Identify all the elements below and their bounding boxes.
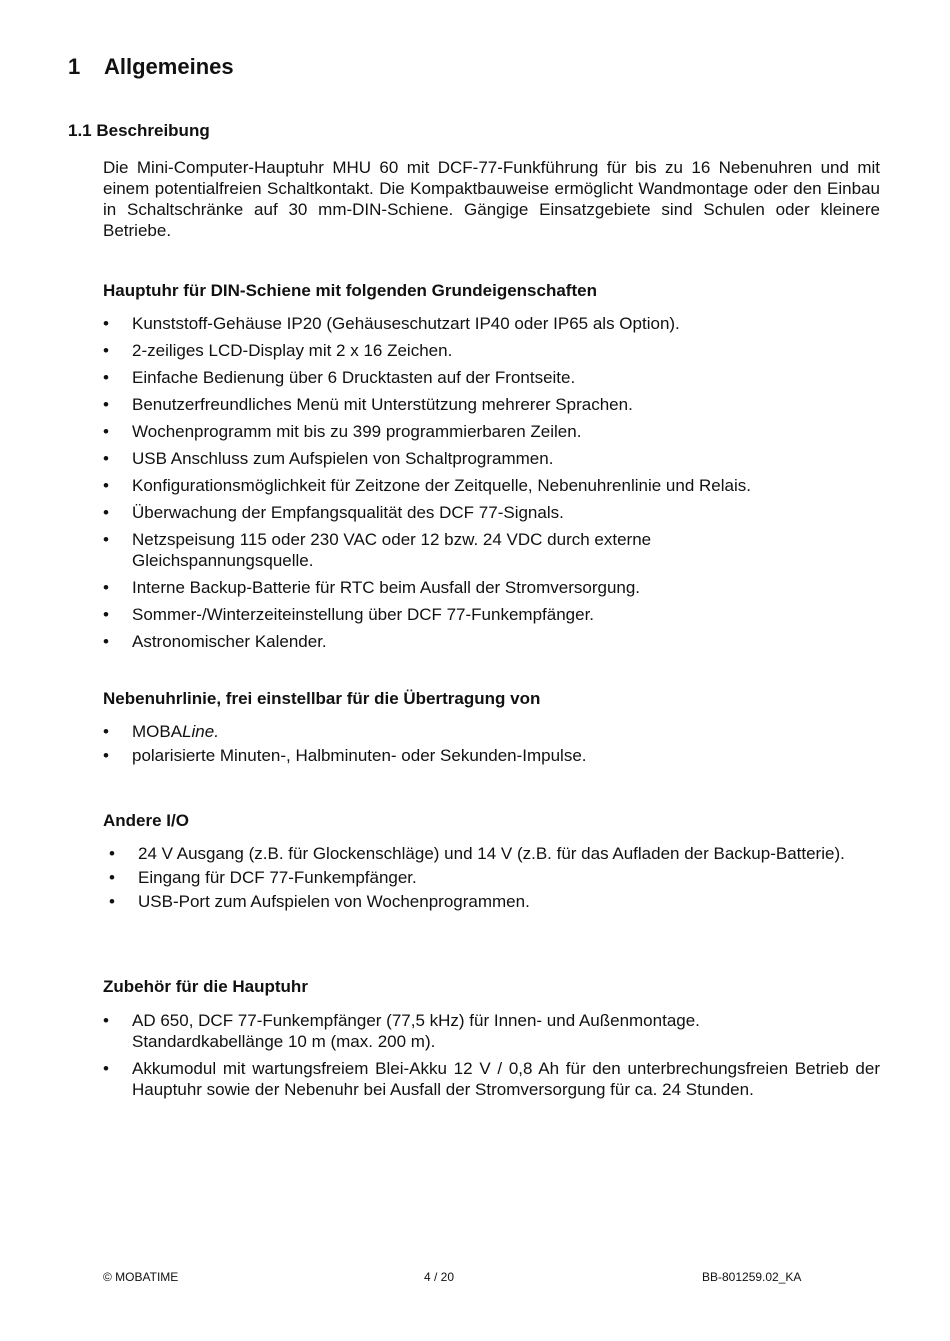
- list-item: • Benutzerfreundliches Menü mit Unterstützung mehrerer Sprachen.: [103, 394, 880, 415]
- list-item: • 24 V Ausgang (z.B. für Glockenschläge) und 14 V (z.B. für das Aufladen der Backup-Batterie).: [103, 843, 880, 864]
- list-item: • Wochenprogramm mit bis zu 399 programmierbaren Zeilen.: [103, 421, 880, 442]
- list-item: • Eingang für DCF 77-Funkempfänger.: [103, 867, 880, 888]
- other-io-heading: Andere I/O: [103, 811, 189, 830]
- list-item: • Netzspeisung 115 oder 230 VAC oder 12 bzw. 24 VDC durch externe Gleichspannungsquelle.: [103, 529, 692, 571]
- footer-document-id: BB-801259.02_KA: [702, 1270, 802, 1284]
- list-item: • Interne Backup-Batterie für RTC beim Ausfall der Stromversorgung.: [103, 577, 880, 598]
- list-item: • Einfache Bedienung über 6 Drucktasten auf der Frontseite.: [103, 367, 880, 388]
- list-item: [103, 1010, 880, 1052]
- features-list: [103, 313, 880, 658]
- slave-line-list: [103, 721, 880, 769]
- accessory-line-2: Standardkabellänge 10 m (max. 200 m).: [132, 1032, 436, 1051]
- intro-paragraph: Die Mini-Computer-Hauptuhr MHU 60 mit DCF-77-Funkführung für bis zu 16 Nebenuhren und mit einem potentialfreien Schaltkontakt. Die Kompaktbauweise ermöglicht Wandmontage oder den Einbau in Schaltschränke auf 30 mm-DIN-Schiene. Gängige Einsatzgebiete sind Schulen oder kleinere Betriebe.: [103, 158, 880, 240]
- chapter-title: Allgemeines: [104, 54, 234, 79]
- footer-page-number: 4 / 20: [424, 1270, 455, 1284]
- slave-line-heading: Nebenuhrlinie, frei einstellbar für die Übertragung von: [103, 689, 541, 708]
- list-item: • USB-Port zum Aufspielen von Wochenprogrammen.: [103, 891, 880, 912]
- list-item: • Astronomischer Kalender.: [103, 631, 880, 652]
- list-item: • polarisierte Minuten-, Halbminuten- oder Sekunden-Impulse.: [103, 745, 880, 766]
- chapter-number: 1: [68, 54, 81, 79]
- section-heading: 1.1 Beschreibung: [68, 121, 210, 140]
- list-item: • Überwachung der Empfangsqualität des DCF 77-Signals.: [103, 502, 880, 523]
- list-item: • Kunststoff-Gehäuse IP20 (Gehäuseschutzart IP40 oder IP65 als Option).: [103, 313, 880, 334]
- chapter-heading: [68, 54, 234, 80]
- accessories-heading: Zubehör für die Hauptuhr: [103, 977, 308, 996]
- list-item: [103, 721, 880, 742]
- accessories-list: [103, 1010, 880, 1106]
- mobaline-prefix: MOBA: [132, 722, 183, 741]
- list-item: • 2-zeiliges LCD-Display mit 2 x 16 Zeichen.: [103, 340, 880, 361]
- list-item: • Konfigurationsmöglichkeit für Zeitzone der Zeitquelle, Nebenuhrenlinie und Relais.: [103, 475, 880, 496]
- features-heading: Hauptuhr für DIN-Schiene mit folgenden Grundeigenschaften: [103, 281, 597, 300]
- list-item: • Akkumodul mit wartungsfreiem Blei-Akku 12 V / 0,8 Ah für den unterbrechungsfreien Betrieb der Hauptuhr sowie der Nebenuhr bei Ausfall der Stromversorgung für ca. 24 Stunden.: [103, 1058, 880, 1100]
- mobaline-suffix: Line.: [182, 722, 219, 741]
- other-io-list: [103, 843, 880, 915]
- footer-copyright: © MOBATIME: [103, 1270, 179, 1284]
- list-item: • Sommer-/Winterzeiteinstellung über DCF 77-Funkempfänger.: [103, 604, 880, 625]
- list-item: • USB Anschluss zum Aufspielen von Schaltprogrammen.: [103, 448, 880, 469]
- accessory-line-1: • AD 650, DCF 77-Funkempfänger (77,5 kHz) für Innen- und Außenmontage.: [132, 1011, 700, 1030]
